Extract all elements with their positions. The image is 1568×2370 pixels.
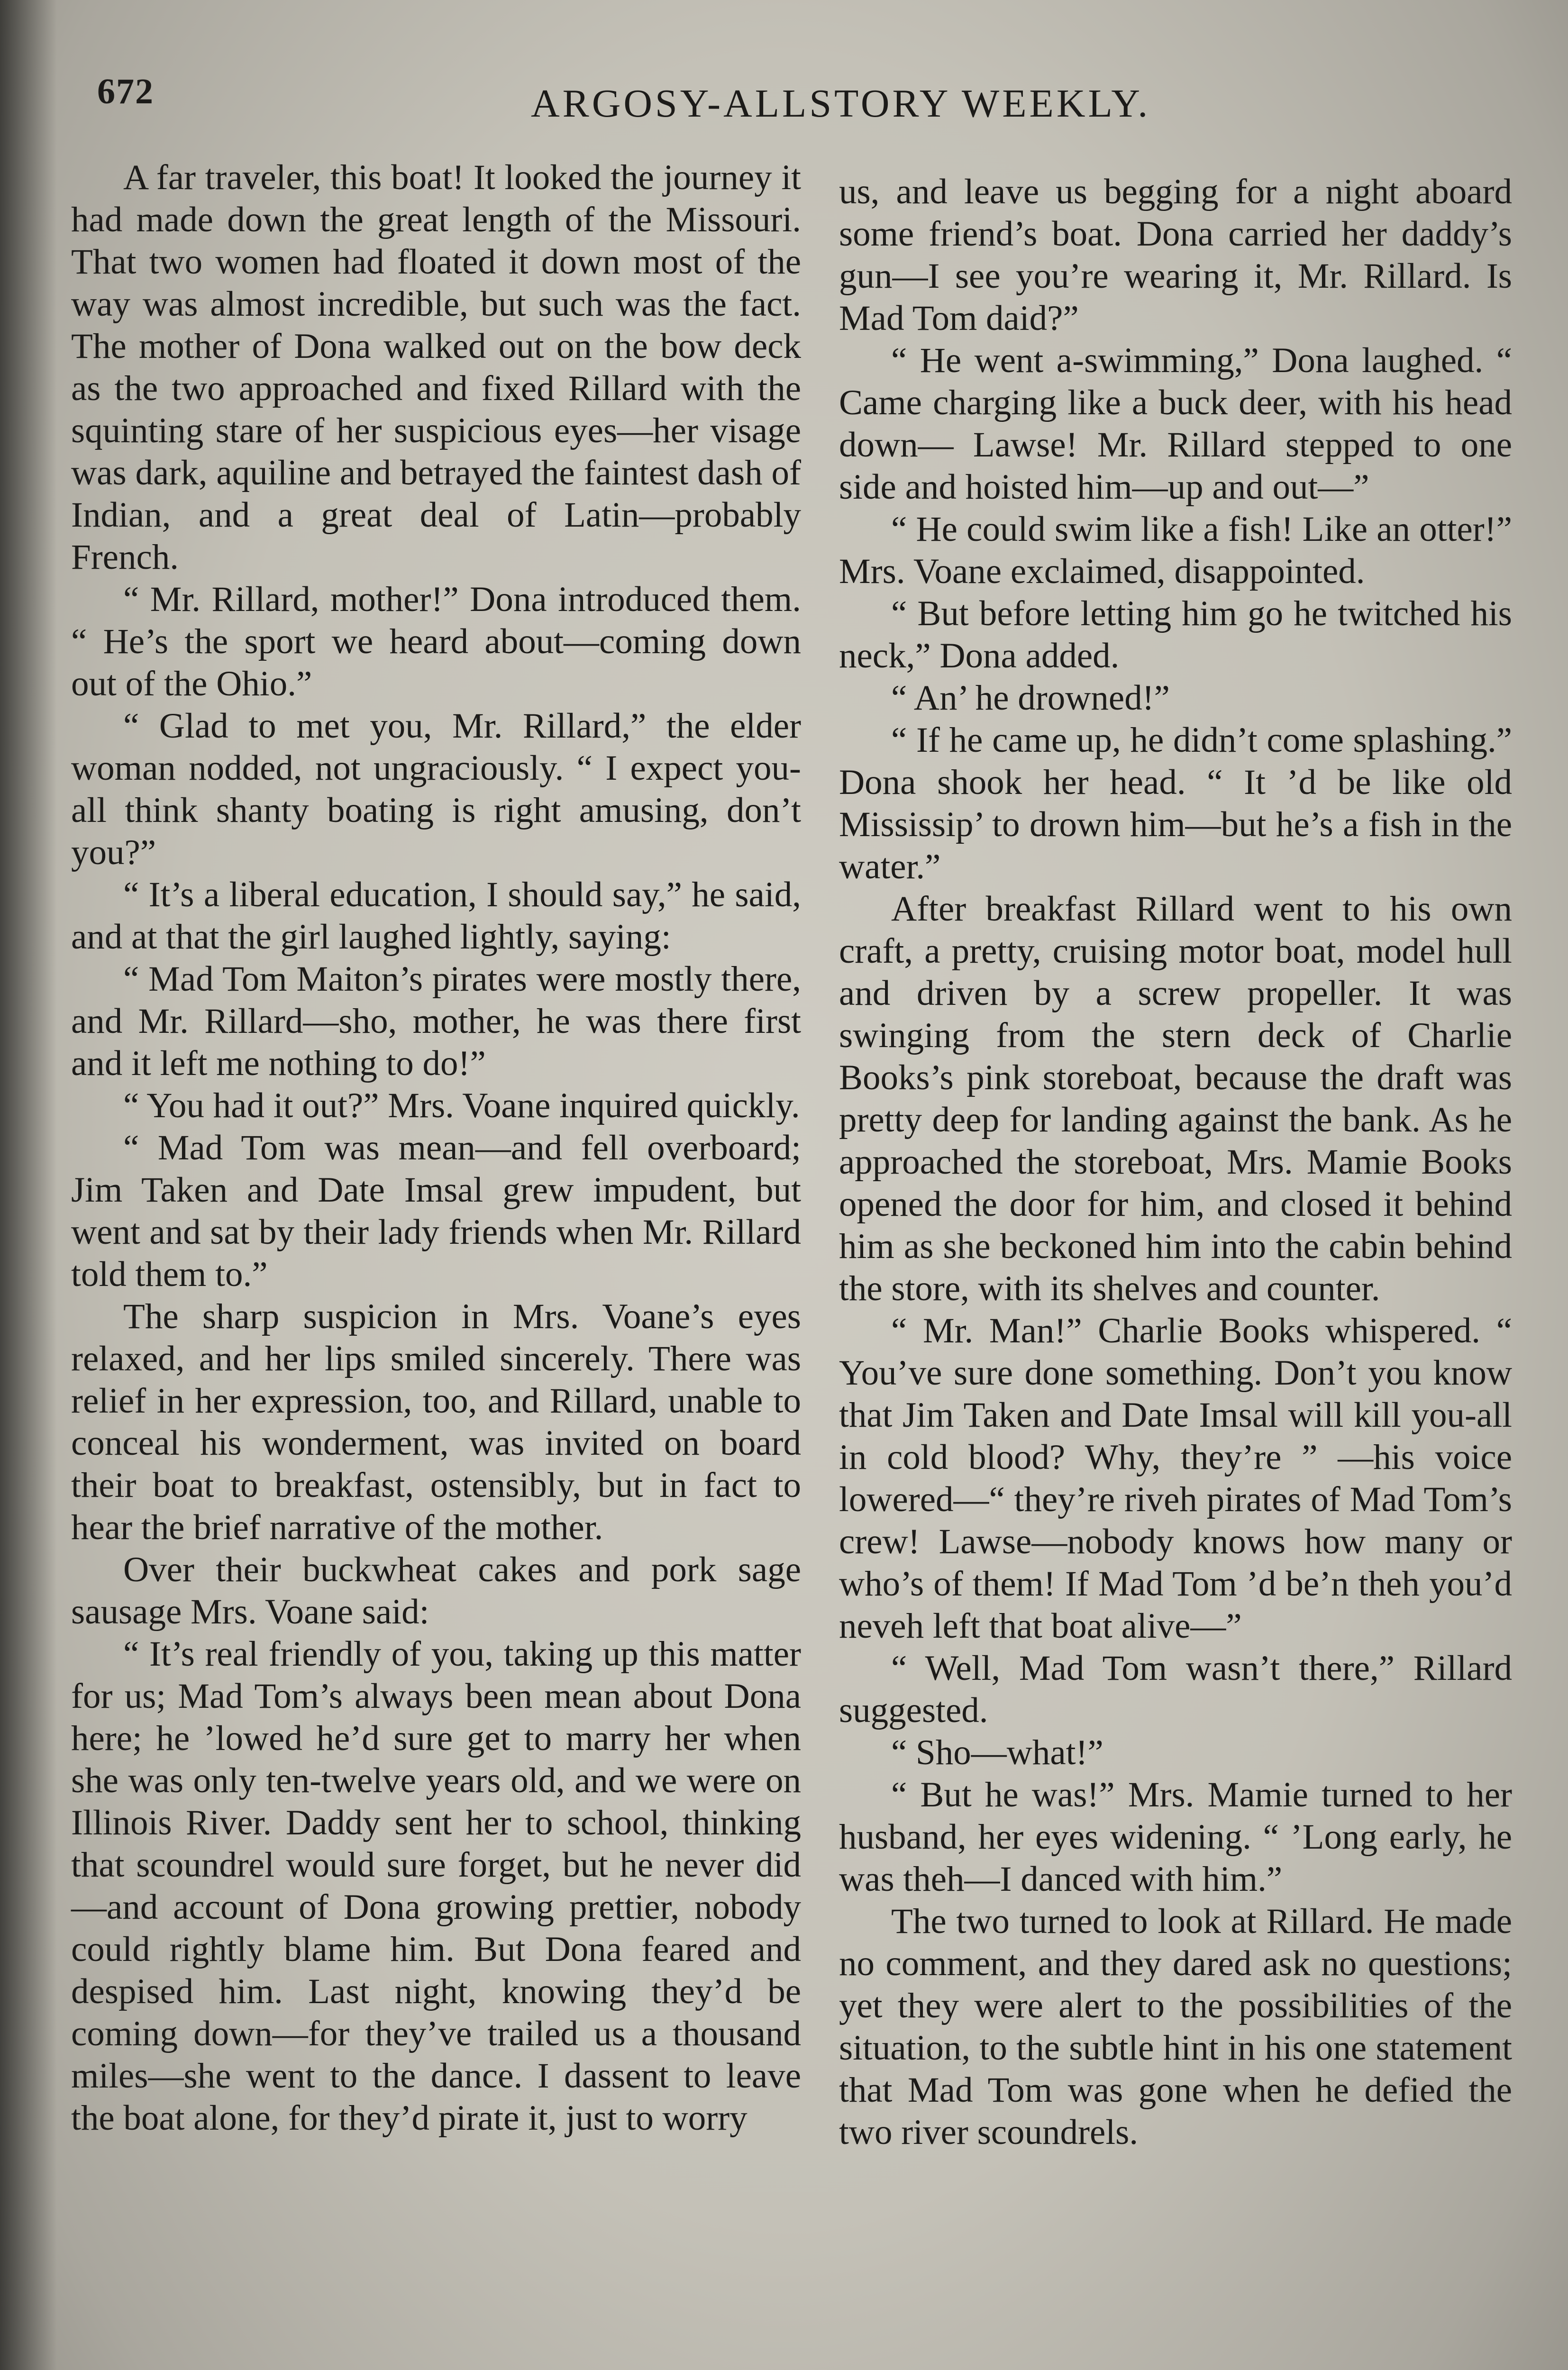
- paragraph: “ Mr. Man!” Charlie Books whispered. “ You’ve sure done something. Don’t you know that Jim Taken and Date Imsal will kill you-all in cold blood? Why, they’re ” —his voice lowered—“ they’re riveh pirates of Mad Tom’s crew! Lawse—nobody knows how many or who’s of them! If Mad Tom ’d be’n theh you’d neveh left that boat alive—”: [839, 1311, 1512, 1646]
- paragraph: “ If he came up, he didn’t come splashing.” Dona shook her head. “ It ’d be like old Mississip’ to drown him—but he’s a fish in the water.”: [839, 720, 1512, 886]
- paragraph: Over their buckwheat cakes and pork sage sausage Mrs. Voane said:: [71, 1550, 801, 1632]
- page-number: 672: [97, 72, 154, 111]
- paragraph: “ He could swim like a fish! Like an otter!” Mrs. Voane exclaimed, disappointed.: [839, 510, 1512, 591]
- paragraph: “ It’s real friendly of you, taking up this matter for us; Mad Tom’s always been mean about Dona here; he ’lowed he’d sure get to marry her when she was only ten-twelve years old, and we were on Illinois River. Daddy sent her to school, thinking that scoundrel would sure forget, but he never did—and account of Dona growing prettier, nobody could rightly blame him. But Dona feared and despised him. Last night, knowing they’d be coming down—for they’ve trailed us a thousand miles—she went to the dance. I dassent to leave the boat alone, for they’d pirate it, just to worry: [71, 1634, 801, 2138]
- paragraph: “ Well, Mad Tom wasn’t there,” Rillard suggested.: [839, 1649, 1512, 1730]
- left-column: [71, 156, 801, 2139]
- paragraph: After breakfast Rillard went to his own craft, a pretty, cruising motor boat, model hull and driven by a screw propeller. It was swinging from the stern deck of Charlie Books’s pink storeboat, because the draft was pretty deep for landing against the bank. As he approached the storeboat, Mrs. Mamie Books opened the door for him, and closed it behind him as she beckoned him into the cabin behind the store, with its shelves and counter.: [839, 889, 1512, 1308]
- paragraph: The sharp suspicion in Mrs. Voane’s eyes relaxed, and her lips smiled sincerely. There was relief in her expression, too, and Rillard, unable to conceal his wonderment, was invited on board their boat to breakfast, ostensibly, but in fact to hear the brief narrative of the mother.: [71, 1297, 801, 1547]
- page-edge-shadow: [0, 0, 57, 2370]
- paragraph: “ Sho—what!”: [891, 1733, 1103, 1772]
- paragraph: “ But he was!” Mrs. Mamie turned to her husband, her eyes widening. “ ’Long early, he was theh—I danced with him.”: [839, 1775, 1512, 1899]
- paragraph: The two turned to look at Rillard. He made no comment, and they dared ask no questions; yet they were alert to the possibilities of the situation, to the subtle hint in his one statement that Mad Tom was gone when he defied the two river scoundrels.: [839, 1902, 1512, 2152]
- paragraph-continued: us, and leave us begging for a night aboard some friend’s boat. Dona carried her daddy’s gun—I see you’re wearing it, Mr. Rillard. Is Mad Tom daid?”: [839, 172, 1512, 338]
- paragraph: “ He went a-swimming,” Dona laughed. “ Came charging like a buck deer, with his head down— Lawse! Mr. Rillard stepped to one side and hoisted him—up and out—”: [839, 341, 1512, 507]
- paragraph: “ Mad Tom Maiton’s pirates were mostly there, and Mr. Rillard—sho, mother, he was there first and it left me nothing to do!”: [71, 959, 801, 1083]
- running-head: ARGOSY-ALLSTORY WEEKLY.: [531, 82, 1151, 126]
- paragraph: “ Mr. Rillard, mother!” Dona introduced them. “ He’s the sport we heard about—coming down out of the Ohio.”: [71, 580, 801, 703]
- paragraph: A far traveler, this boat! It looked the journey it had made down the great length of the Missouri. That two women had floated it down most of the way was almost incredible, but such was the fact. The mother of Dona walked out on the bow deck as the two approached and fixed Rillard with the squinting stare of her suspicious eyes—her visage was dark, aquiline and betrayed the faintest dash of Indian, and a great deal of Latin—probably French.: [71, 158, 801, 577]
- paragraph: “ Glad to met you, Mr. Rillard,” the elder woman nodded, not ungraciously. “ I expect you-all think shanty boating is right amusing, don’t you?”: [71, 706, 801, 872]
- paragraph: “ Mad Tom was mean—and fell overboard; Jim Taken and Date Imsal grew impudent, but went and sat by their lady friends when Mr. Rillard told them to.”: [71, 1128, 801, 1294]
- paragraph: “ You had it out?” Mrs. Voane inquired quickly.: [123, 1086, 800, 1125]
- paragraph: “ An’ he drowned!”: [891, 678, 1170, 718]
- right-column: [839, 171, 1512, 2153]
- paragraph: “ But before letting him go he twitched his neck,” Dona added.: [839, 594, 1512, 675]
- paragraph: “ It’s a liberal education, I should say,” he said, and at that the girl laughed lightly, saying:: [71, 875, 801, 957]
